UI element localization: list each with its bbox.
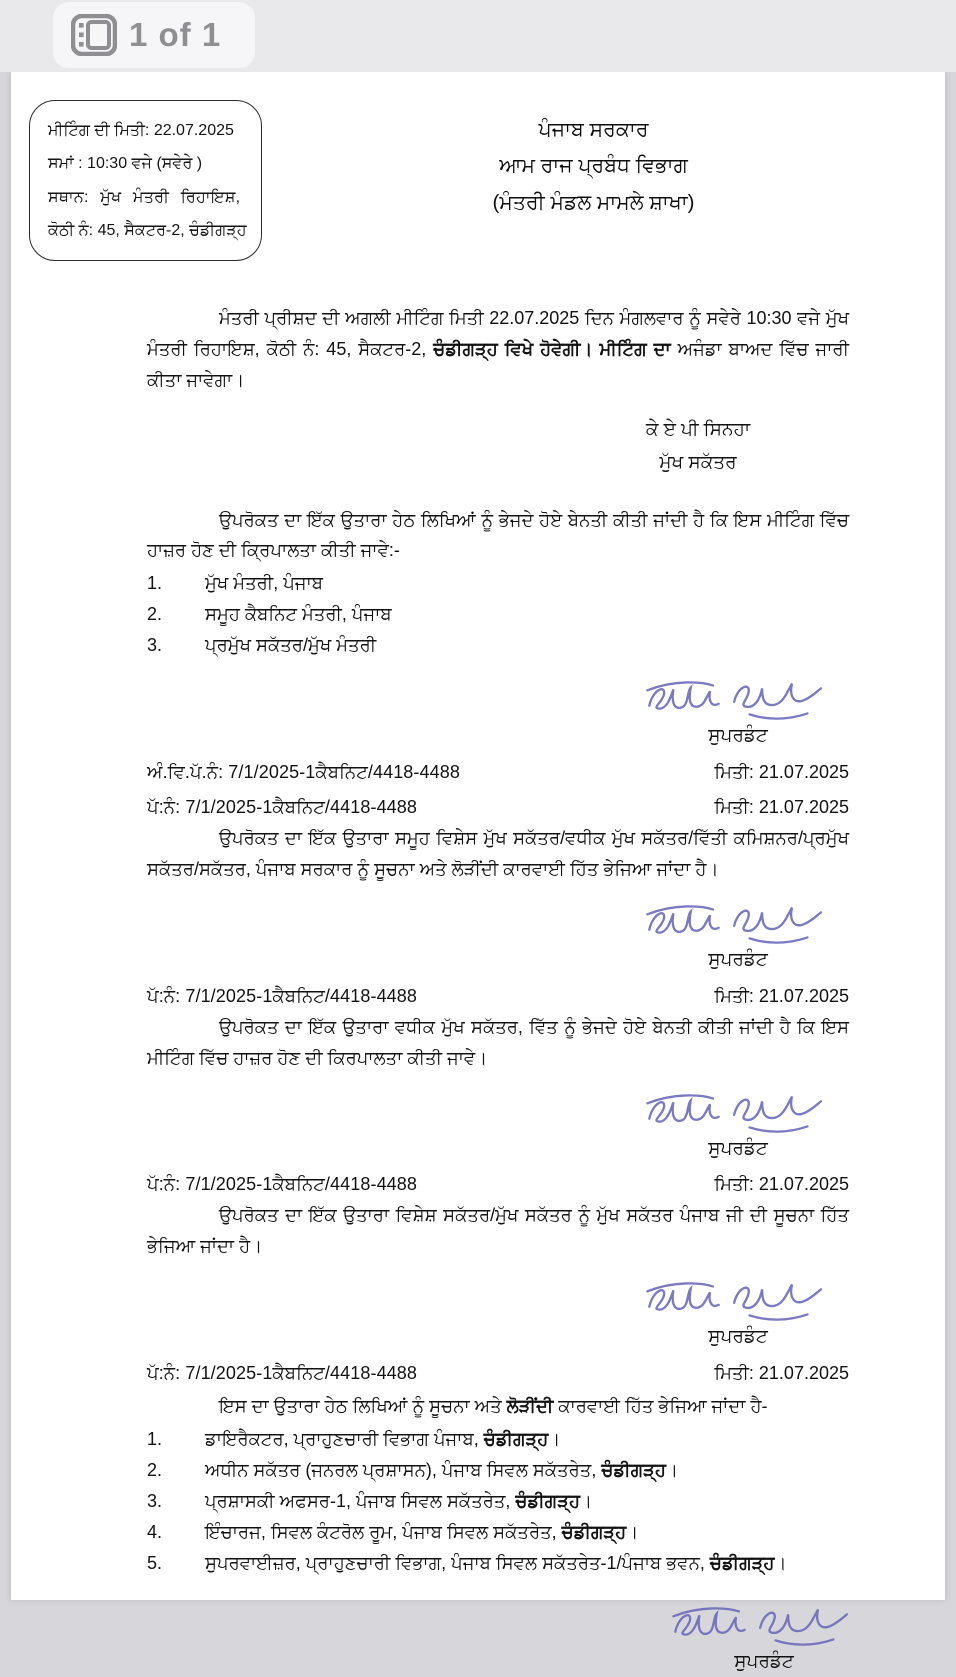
signature-block-1 [613, 671, 863, 751]
distribution-intro-line: ਇਸ ਦਾ ਉਤਾਰਾ ਹੇਠ ਲਿਖਿਆਂ ਨੂੰ ਸੂਚਨਾ ਅਤੇ ਲੋੜੀਂਦੀ ਕਾਰਵਾਈ ਹਿੱਤ ਭੇਜਿਆ ਜਾਂਦਾ ਹੈ- [219, 1396, 768, 1417]
reference-row-2: ਪੱ:ਨੰ: 7/1/2025-1ਕੈਬਨਿਟ/4418-4488 ਮਿਤੀ: 21.07.2025 [147, 797, 849, 818]
superintendent-signature [640, 895, 836, 949]
signature-block-4 [613, 1272, 863, 1352]
paragraph-forward-secretaries: ਉਪਰੋਕਤ ਦਾ ਇੱਕ ਉਤਾਰਾ ਸਮੂਹ ਵਿਸ਼ੇਸ ਮੁੱਖ ਸਕੱਤਰ/ਵਧੀਕ ਮੁੱਖ ਸਕੱਤਰ/ਵਿੱਤੀ ਕਮਿਸ਼ਨਰ/ਪ੍ਰਮੁੱਖ ਸਕੱਤਰ/ਸਕੱਤਰ, ਪੰਜਾਬ ਸਰਕਾਰ ਨੂੰ ਸੂਚਨਾ ਅਤੇ ਲੋੜੀਂਦੀ ਕਾਰਵਾਈ ਹਿੱਤ ਭੇਜਿਆ ਜਾਂਦਾ ਹੈ। [147, 828, 849, 879]
meeting-time-line: ਸਮਾਂ : 10:30 ਵਜੇ (ਸਵੇਰੇ ) [48, 155, 203, 173]
reference-row-5: ਪੱ:ਨੰ: 7/1/2025-1ਕੈਬਨਿਟ/4418-4488 ਮਿਤੀ: 21.07.2025 [147, 1363, 849, 1384]
meeting-info-box [29, 100, 262, 261]
superintendent-label: ਸੁਪਰਡੰਟ [708, 1136, 768, 1158]
superintendent-label: ਸੁਪਰਡੰਟ [708, 947, 768, 969]
meeting-address-line: ਕੋਠੀ ਨੰ: 45, ਸੈਕਟਰ-2, ਚੰਡੀਗੜ੍ਹ [48, 221, 247, 239]
signature-block-5 [639, 1597, 889, 1677]
reference-row-1: ਅੰ.ਵਿ.ਪੱ.ਨੰ: 7/1/2025-1ਕੈਬਨਿਟ/4418-4488 ਮਿਤੀ: 21.07.2025 [147, 762, 849, 783]
org-branch: (ਮੰਤਰੀ ਮੰਡਲ ਮਾਮਲੇ ਸ਼ਾਖਾ) [492, 190, 695, 214]
org-name: ਪੰਜਾਬ ਸਰਕਾਰ [538, 118, 649, 141]
superintendent-label: ਸੁਪਰਡੰਟ [708, 1325, 768, 1347]
attendees-list [147, 568, 849, 661]
superintendent-signature [666, 1597, 862, 1651]
superintendent-signature [640, 1084, 836, 1138]
paragraph-forward-special-secretary: ਉਪਰੋਕਤ ਦਾ ਇੱਕ ਉਤਾਰਾ ਵਿਸ਼ੇਸ਼ ਸਕੱਤਰ/ਮੁੱਖ ਸਕੱਤਰ ਨੂੰ ਮੁੱਖ ਸਕੱਤਰ ਪੰਜਾਬ ਜੀ ਦੀ ਸੂਚਨਾ ਹਿੱਤ ਭੇਜਿਆ ਜਾਂਦਾ ਹੈ। [147, 1205, 849, 1257]
superintendent-signature [640, 671, 836, 725]
meeting-venue-line: ਸਥਾਨ: ਮੁੱਖ ਮੰਤਰੀ ਰਿਹਾਇਸ਼, [48, 188, 241, 206]
signature-block-3 [613, 1084, 863, 1164]
list-item: 3. ਪ੍ਰਮੁੱਖ ਸਕੱਤਰ/ਮੁੱਖ ਮੰਤਰੀ [147, 635, 377, 656]
paragraph-forward-finance: ਉਪਰੋਕਤ ਦਾ ਇੱਕ ਉਤਾਰਾ ਵਧੀਕ ਮੁੱਖ ਸਕੱਤਰ, ਵਿੱਤ ਨੂੰ ਭੇਜਦੇ ਹੋਏ ਬੇਨਤੀ ਕੀਤੀ ਜਾਂਦੀ ਹੈ ਕਿ ਇਸ ਮੀਟਿੰਗ ਵਿੱਚ ਹਾਜ਼ਰ ਹੋਣ ਦੀ ਕਿਰਪਾਲਤਾ ਕੀਤੀ ਜਾਵੇ। [147, 1016, 849, 1068]
reference-row-3: ਪੱ:ਨੰ: 7/1/2025-1ਕੈਬਨਿਟ/4418-4488 ਮਿਤੀ: 21.07.2025 [147, 985, 849, 1006]
page-indicator-label: 1 of 1 [129, 16, 222, 53]
paragraph-copy-request: ਉਪਰੋਕਤ ਦਾ ਇੱਕ ਉਤਾਰਾ ਹੇਠ ਲਿਖਿਆਂ ਨੂੰ ਭੇਜਦੇ ਹੋਏ ਬੇਨਤੀ ਕੀਤੀ ਜਾਂਦੀ ਹੈ ਕਿ ਇਸ ਮੀਟਿੰਗ ਵਿੱਚ ਹਾਜ਼ਰ ਹੋਣ ਦੀ ਕ੍ਰਿਪਾਲਤਾ ਕੀਤੀ ਜਾਵੇ:- [147, 509, 849, 561]
list-item: 1. ਡਾਇਰੈਕਟਰ, ਪ੍ਰਾਹੁਣਚਾਰੀ ਵਿਭਾਗ ਪੰਜਾਬ, ਚੰਡੀਗੜ੍ਹ। [147, 1428, 561, 1449]
meeting-date-line: ਮੀਟਿੰਗ ਦੀ ਮਿਤੀ: 22.07.2025 [48, 122, 234, 139]
org-department: ਆਮ ਰਾਜ ਪ੍ਰਬੰਧ ਵਿਭਾਗ [499, 154, 688, 178]
superintendent-label: ਸੁਪਰਡੰਟ [734, 1649, 794, 1671]
list-item: 2. ਅਧੀਨ ਸਕੱਤਰ (ਜਨਰਲ ਪ੍ਰਸ਼ਾਸਨ), ਪੰਜਾਬ ਸਿਵਲ ਸਕੱਤਰੇਤ, ਚੰਡੀਗੜ੍ਹ। [147, 1459, 679, 1480]
thumbnails-panel-icon [71, 14, 117, 56]
list-item: 4. ਇੰਚਾਰਜ, ਸਿਵਲ ਕੰਟਰੋਲ ਰੂਮ, ਪੰਜਾਬ ਸਿਵਲ ਸਕੱਤਰੇਤ, ਚੰਡੀਗੜ੍ਹ। [147, 1521, 639, 1542]
org-header [268, 112, 919, 221]
recipients-list [147, 1424, 849, 1579]
list-item: 5. ਸੁਪਰਵਾਈਜ਼ਰ, ਪ੍ਰਾਹੁਣਚਾਰੀ ਵਿਭਾਗ, ਪੰਜਾਬ ਸਿਵਲ ਸਕੱਤਰੇਤ-1/ਪੰਜਾਬ ਭਵਨ, ਚੰਡੀਗੜ੍ਹ। [147, 1552, 787, 1573]
list-item: 3. ਪ੍ਰਸ਼ਾਸਕੀ ਅਫਸਰ-1, ਪੰਜਾਬ ਸਿਵਲ ਸਕੱਤਰੇਤ, ਚੰਡੀਗੜ੍ਹ। [147, 1490, 593, 1511]
signatory-name: ਕੇ ਏ ਪੀ ਸਿਨਹਾ [645, 417, 751, 439]
signatory-block [563, 412, 833, 479]
page-indicator[interactable] [53, 2, 255, 68]
superintendent-label: ਸੁਪਰਡੰਟ [708, 724, 768, 746]
letterhead [37, 100, 919, 261]
reference-row-4: ਪੱ:ਨੰ: 7/1/2025-1ਕੈਬਨਿਟ/4418-4488 ਮਿਤੀ: 21.07.2025 [147, 1174, 849, 1195]
letter-body [147, 303, 849, 1676]
paragraph-meeting-notice: ਮੰਤਰੀ ਪ੍ਰੀਸ਼ਦ ਦੀ ਅਗਲੀ ਮੀਟਿੰਗ ਮਿਤੀ 22.07.2025 ਦਿਨ ਮੰਗਲਵਾਰ ਨੂੰ ਸਵੇਰੇ 10:30 ਵਜੇ ਮੁੱਖ ਮੰਤਰੀ ਰਿਹਾਇਸ਼, ਕੋਠੀ ਨੰ: 45, ਸੈਕਟਰ-2, ਚੰਡੀਗੜ੍ਹ ਵਿਖੇ ਹੋਵੇਗੀ। ਮੀਟਿੰਗ ਦਾ ਅਜੰਡਾ ਬਾਅਦ ਵਿੱਚ ਜਾਰੀ ਕੀਤਾ ਜਾਵੇਗਾ। [147, 308, 849, 390]
document-page [10, 72, 946, 1671]
list-item: 2. ਸਮੂਹ ਕੈਬਨਿਟ ਮੰਤਰੀ, ਪੰਜਾਬ [147, 604, 392, 625]
signatory-title: ਮੁੱਖ ਸਕੱਤਰ [659, 451, 737, 473]
viewer-toolbar [0, 0, 956, 72]
superintendent-signature [640, 1272, 836, 1326]
signature-block-2 [613, 895, 863, 975]
list-item: 1. ਮੁੱਖ ਮੰਤਰੀ, ਪੰਜਾਬ [147, 573, 323, 594]
